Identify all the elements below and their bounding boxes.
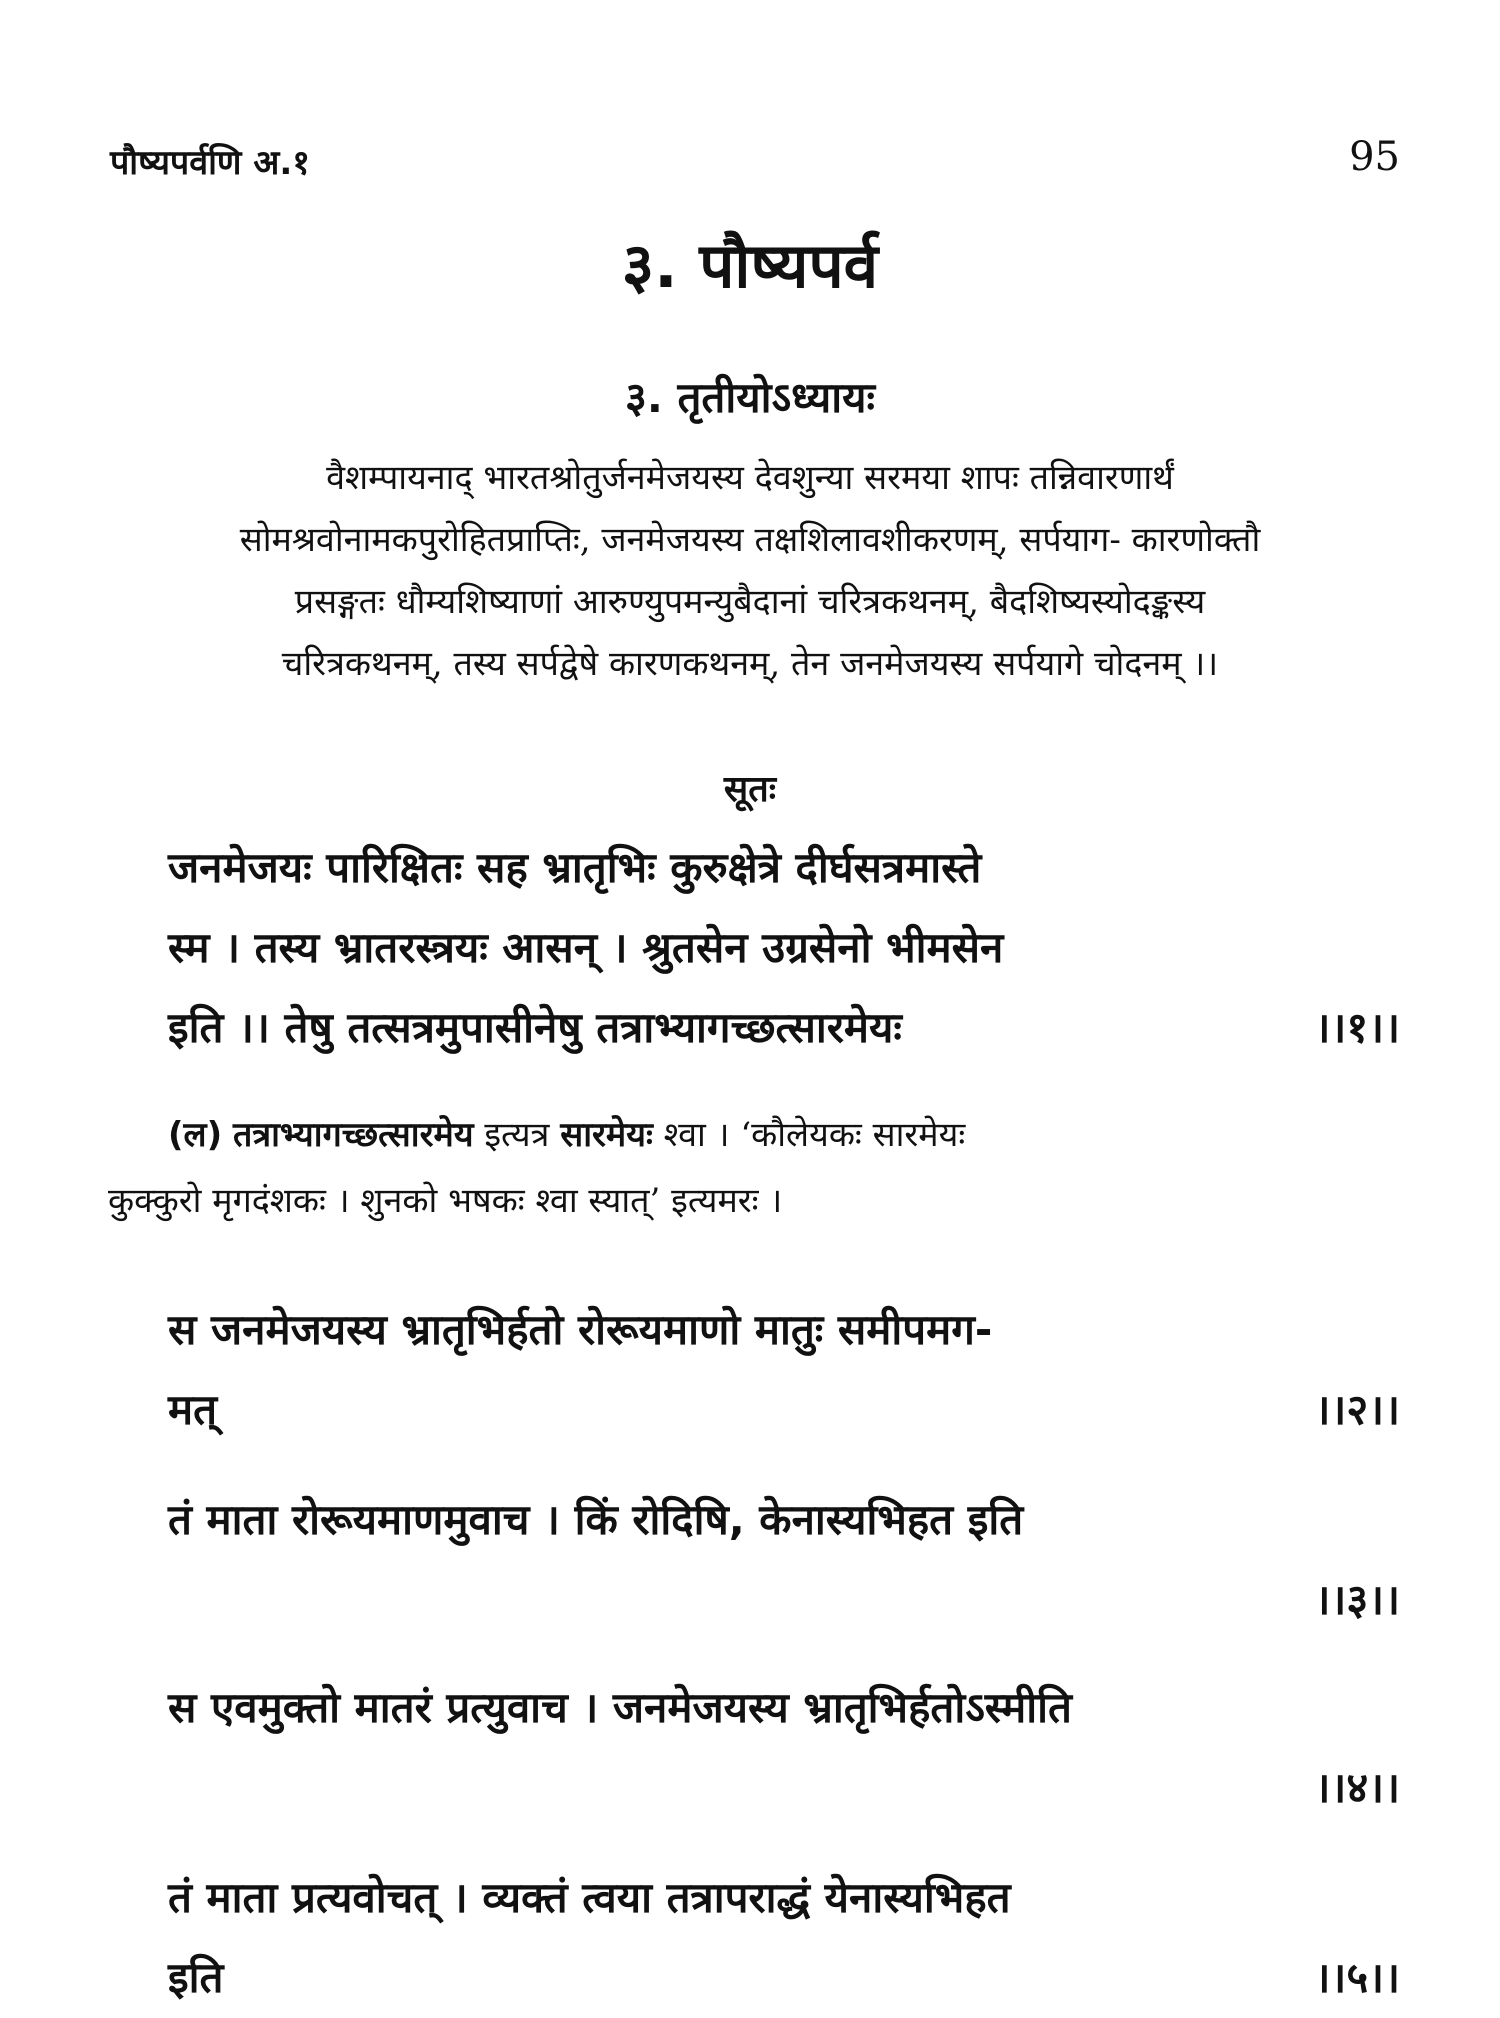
- verse-number: ।।५।।: [1314, 1953, 1400, 2002]
- verse-text: तं माता प्रत्यवोचत् । व्यक्तं त्वया तत्रापराद्धं येनास्यभिहत: [168, 1873, 1011, 1922]
- verse-2: [168, 1290, 1400, 1450]
- verse-text: स एवमुक्तो मातरं प्रत्युवाच । जनमेजयस्य भ्रातृभिर्हतोऽस्मीति: [168, 1683, 1072, 1732]
- commentary-term: सारमेयः: [560, 1115, 653, 1155]
- verse-line: [168, 1668, 1400, 1748]
- summary-line: वैशम्पायनाद् भारतश्रोतुर्जनमेजयस्य देवशुन्या सरमया शापः तन्निवारणार्थं: [326, 458, 1174, 498]
- speaker-heading: सूतः: [723, 769, 777, 810]
- verse-line: [168, 1290, 1400, 1370]
- commentary: [108, 1102, 1400, 1234]
- page-number: 95: [1349, 134, 1400, 180]
- verse-text: इति: [168, 1953, 224, 2002]
- running-title: पौष्यपर्वणि अ.१: [110, 143, 310, 183]
- parva-title: ३. पौष्यपर्व: [621, 229, 879, 302]
- chapter-summary: [100, 447, 1400, 695]
- verse-line: [168, 828, 1400, 908]
- verse-text: मत्: [168, 1385, 218, 1434]
- verse-5: [168, 1858, 1400, 2018]
- verse-4: [168, 1668, 1400, 1828]
- verse-text: स जनमेजयस्य भ्रातृभिर्हतो रोरूयमाणो मातुः समीपमग-: [168, 1305, 993, 1354]
- verse-text: जनमेजयः पारिक्षितः सह भ्रातृभिः कुरुक्षेत्रे दीर्घसत्रमास्ते: [168, 843, 982, 892]
- commentary-text: श्वा । ‘कौलेयकः सारमेयः: [663, 1115, 966, 1155]
- verse-text: तं माता रोरूयमाणमुवाच । किं रोदिषि, केनास्यभिहत इति: [168, 1495, 1024, 1544]
- summary-line: चरित्रकथनम्, तस्य सर्पद्वेषे कारणकथनम्, तेन जनमेजयस्य सर्पयागे चोदनम् ।।: [281, 644, 1219, 684]
- verse-3: [168, 1480, 1400, 1640]
- verse-text: स्म । तस्य भ्रातरस्त्रयः आसन् । श्रुतसेन उग्रसेनो भीमसेन: [168, 923, 1004, 972]
- running-header: [110, 134, 1400, 188]
- verse-number: ।।१।।: [1314, 1003, 1400, 1052]
- verse-number: ।।२।।: [1314, 1385, 1400, 1434]
- verse-text: इति ।। तेषु तत्सत्रमुपासीनेषु तत्राभ्यागच्छत्सारमेयः: [168, 1003, 902, 1052]
- verse-line: [168, 1480, 1400, 1560]
- verse-line: [168, 1370, 1400, 1450]
- commentary-term: तत्राभ्यागच्छत्सारमेय: [232, 1115, 474, 1155]
- summary-line: प्रसङ्गतः धौम्यशिष्याणां आरुण्युपमन्युबैदानां चरित्रकथनम्, बैदशिष्यस्योदङ्कस्य: [294, 582, 1206, 622]
- verse-line: [168, 1858, 1400, 1938]
- commentary-line: [108, 1102, 1400, 1168]
- commentary-line: कुक्कुरो मृगदंशकः । शुनको भषकः श्वा स्यात्’ इत्यमरः ।: [108, 1181, 783, 1221]
- verse-number: ।।३।।: [1314, 1575, 1400, 1624]
- commentary-text: इत्यत्र: [484, 1115, 550, 1155]
- verse-1: [168, 828, 1400, 1068]
- verse-number: ।।४।।: [1314, 1763, 1400, 1812]
- summary-line: सोमश्रवोनामकपुरोहितप्राप्तिः, जनमेजयस्य तक्षशिलावशीकरणम्, सर्पयाग- कारणोक्तौ: [239, 520, 1261, 560]
- verse-line: [168, 1938, 1400, 2018]
- verse-line: [168, 988, 1400, 1068]
- chapter-title: ३. तृतीयोऽध्यायः: [625, 373, 875, 422]
- commentary-label: (ल): [168, 1115, 223, 1155]
- verse-line: [168, 908, 1400, 988]
